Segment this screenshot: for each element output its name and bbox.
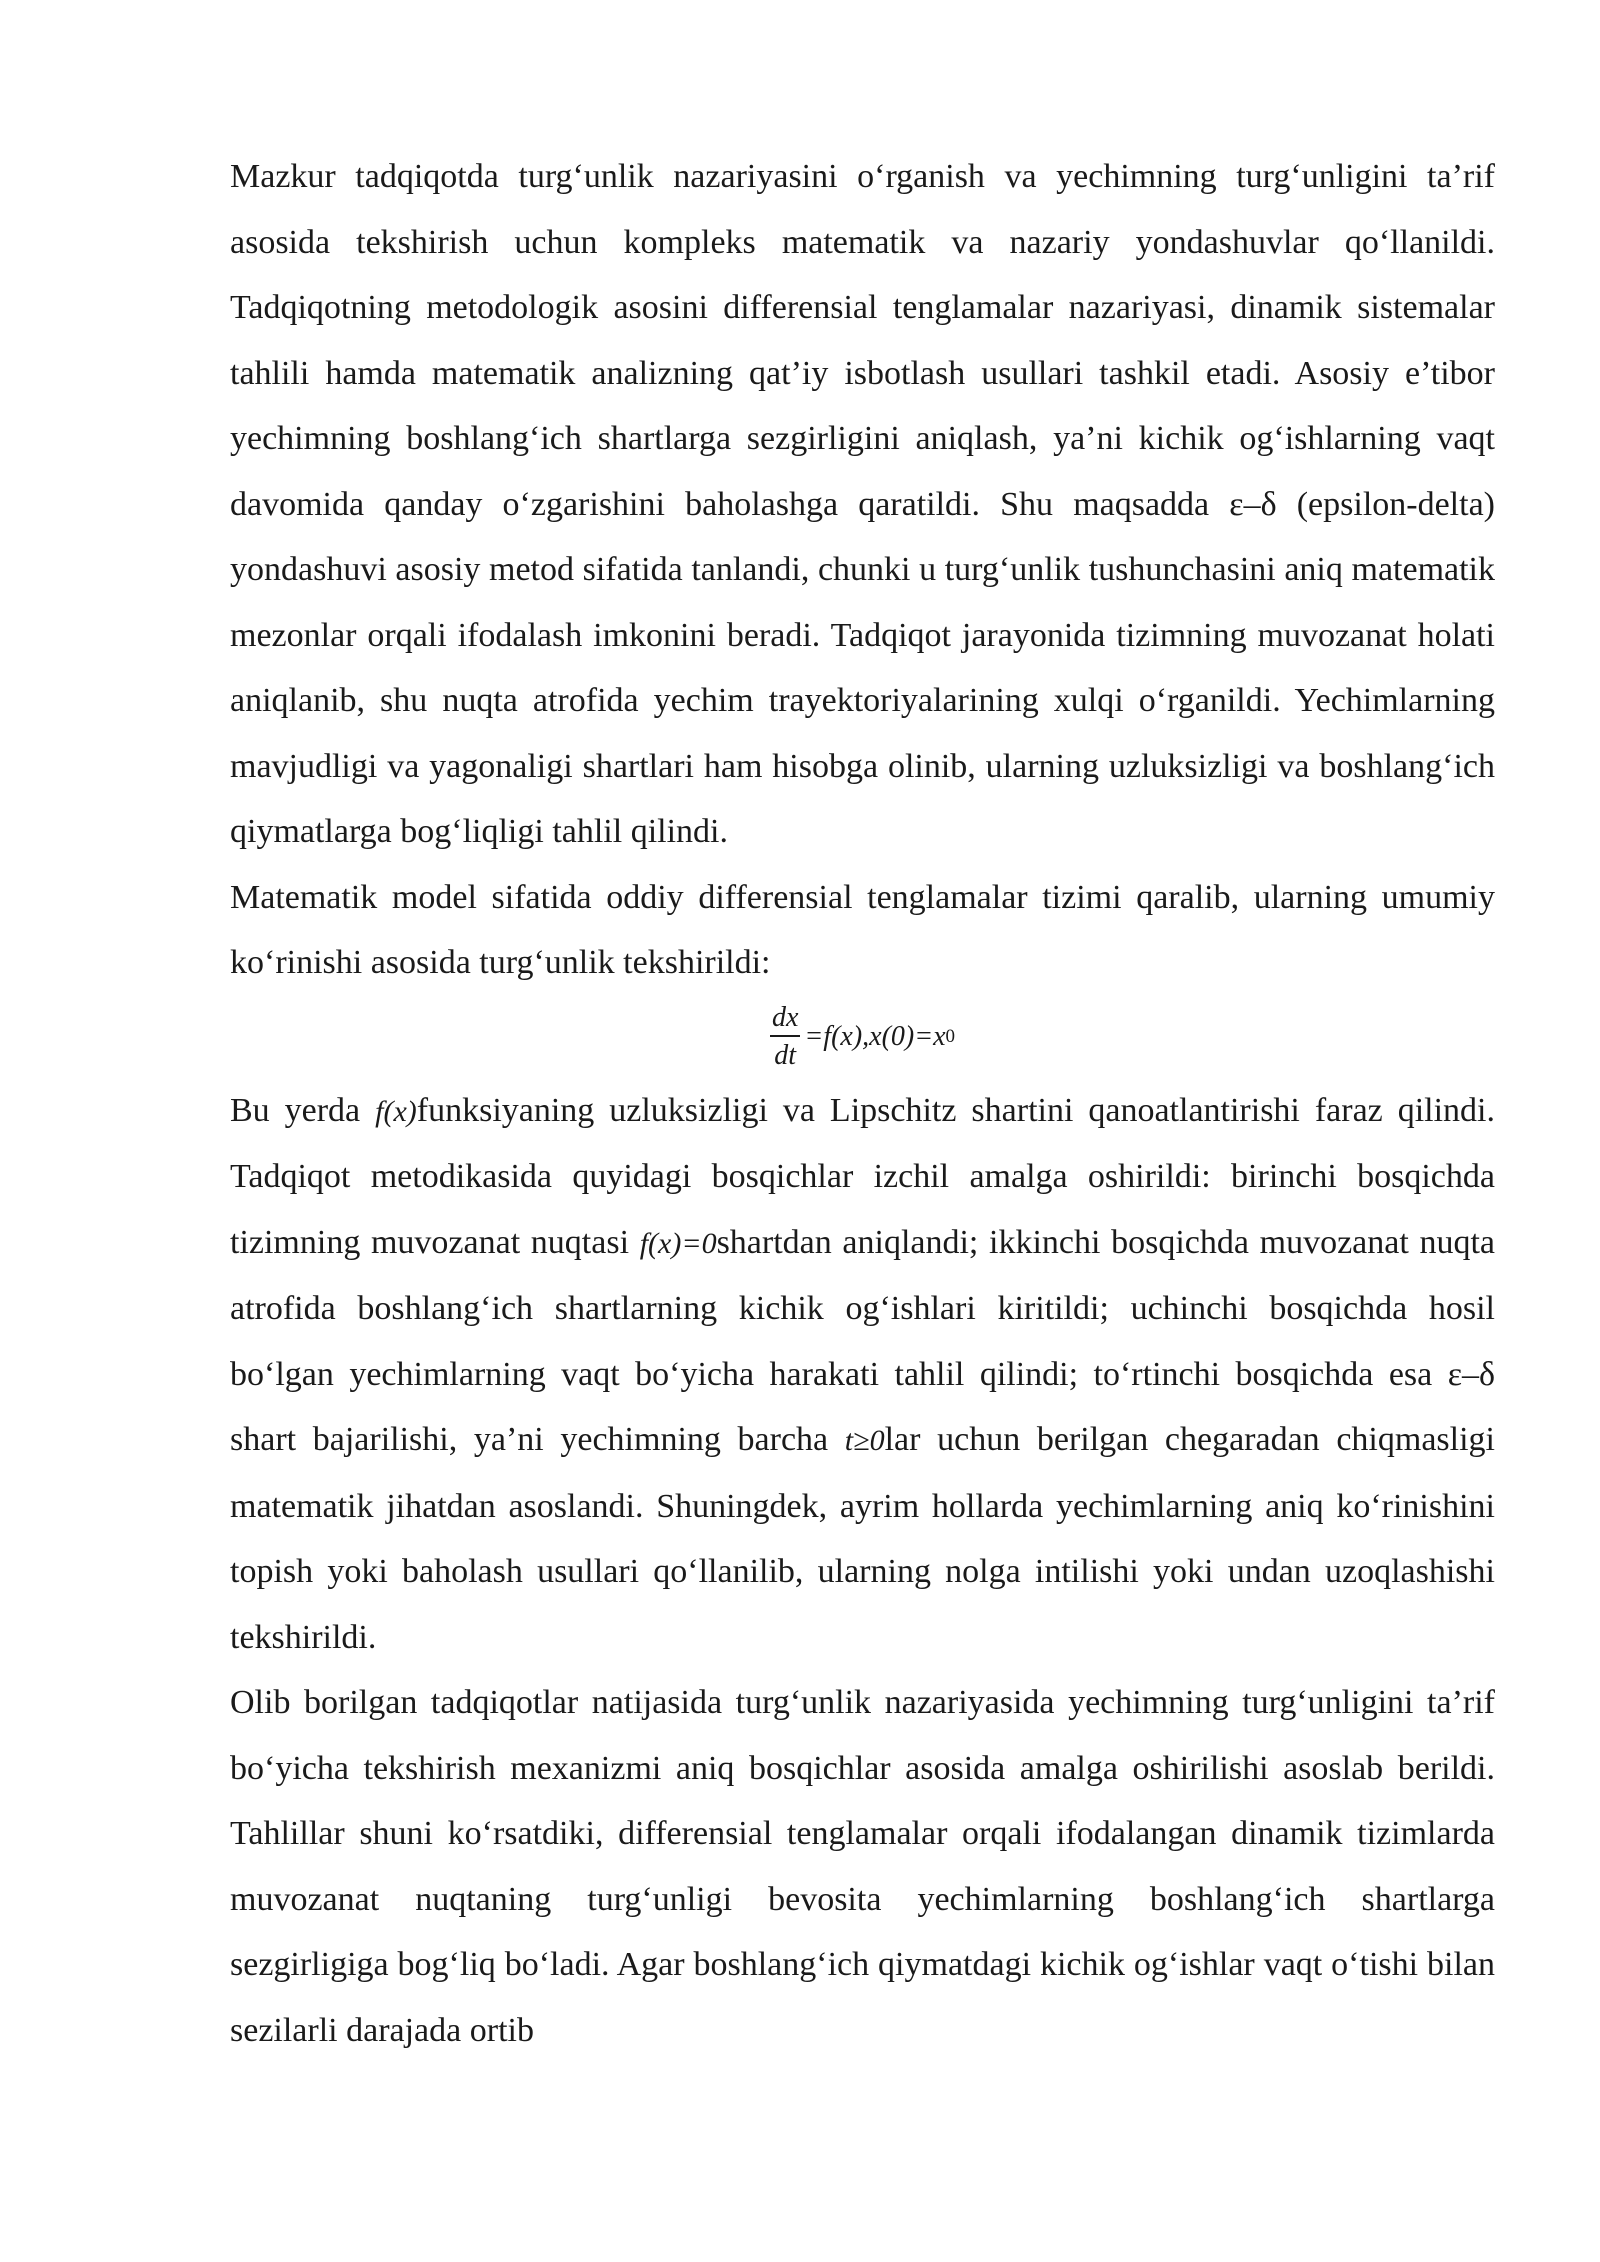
text-segment: lar uchun berilgan chegaradan chiqmasligi matematik jihatdan asoslandi. Shuningdek, ayrim hollarda yechimlarning aniq ko‘rinishini topish yoki baholash usullari qo‘llanilib, ularning nolga intilishi yoki undan uzoqlashishi tekshirildi.	[230, 1421, 1495, 1656]
inline-math-fx-zero: f(x)=0	[639, 1226, 717, 1260]
equation-right-side: =f(x),x(0)=x	[804, 1020, 946, 1052]
text-segment: funksiyaning uzluksizligi va Lipschitz shartini qanoatlantirishi faraz qilindi. Tadqiqot metodikasida quyidagi bosqichlar izchil amalga oshirildi: birinchi bosqichda tizimning muvozanat nuqtasi	[230, 1091, 1496, 1261]
fraction-numerator: dx	[770, 1004, 800, 1037]
fraction-denominator: dt	[774, 1039, 797, 1071]
differential-equation	[230, 996, 1495, 1078]
paragraph-results: Olib borilgan tadqiqotlar natijasida turg‘unlik nazariyasida yechimning turg‘unligini ta’rif bo‘yicha tekshirish mexanizmi aniq bosqichlar asosida amalga oshirilishi asoslab berildi. Tahlillar shuni ko‘rsatdiki, differensial tenglamalar orqali ifodalangan dinamik tizimlarda muvozanat nuqtaning turg‘unligi bevosita yechimlarning boshlang‘ich shartlarga sezgirligiga bog‘liq bo‘ladi. Agar boshlang‘ich qiymatdagi kichik og‘ishlar vaqt o‘tishi bilan sezilarli darajada ortib	[230, 1684, 1495, 2049]
paragraph-model-intro: Matematik model sifatida oddiy differensial tenglamalar tizimi qaralib, ularning umumiy ko‘rinishi asosida turg‘unlik tekshirildi:	[230, 878, 1495, 981]
inline-math-fx: f(x)	[375, 1094, 417, 1128]
document-page	[230, 144, 1495, 2063]
derivative-fraction	[770, 1001, 800, 1071]
paragraph-methodology: Mazkur tadqiqotda turg‘unlik nazariyasini o‘rganish va yechimning turg‘unligini ta’rif asosida tekshirish uchun kompleks matematik va nazariy yondashuvlar qo‘llanildi. Tadqiqotning metodologik asosini differensial tenglamalar nazariyasi, dinamik sistemalar tahlili hamda matematik analizning qat’iy isbotlash usullari tashkil etadi. Asosiy e’tibor yechimning boshlang‘ich shartlarga sezgirligini aniqlash, ya’ni kichik og‘ishlarning vaqt davomida qanday o‘zgarishini baholashga qaratildi. Shu maqsadda ε–δ (epsilon-delta) yondashuvi asosiy metod sifatida tanlandi, chunki u turg‘unlik tushunchasini aniq matematik mezonlar orqali ifodalash imkonini beradi. Tadqiqot jarayonida tizimning muvozanat holati aniqlanib, shu nuqta atrofida yechim trayektoriyalarining xulqi o‘rganildi. Yechimlarning mavjudligi va yagonaligi shartlari ham hisobga olinib, ularning uzluksizligi va boshlang‘ich qiymatlarga bog‘liqligi tahlil qilindi.	[230, 158, 1495, 850]
text-segment: Bu yerda	[230, 1091, 376, 1129]
text-segment: shartdan aniqlandi; ikkinchi bosqichda muvozanat nuqta atrofida boshlang‘ich shartlarning kichik og‘ishlari kiritildi; uchinchi bosqichda hosil bo‘lgan yechimlarning vaqt bo‘yicha harakati tahlil qilindi; to‘rtinchi bosqichda esa ε–δ shart bajarilishi, ya’ni yechimning barcha	[230, 1223, 1496, 1458]
equation-subscript: 0	[945, 1026, 956, 1047]
inline-math-t: t≥0	[844, 1424, 885, 1457]
paragraph-method-steps	[230, 1078, 1495, 1671]
